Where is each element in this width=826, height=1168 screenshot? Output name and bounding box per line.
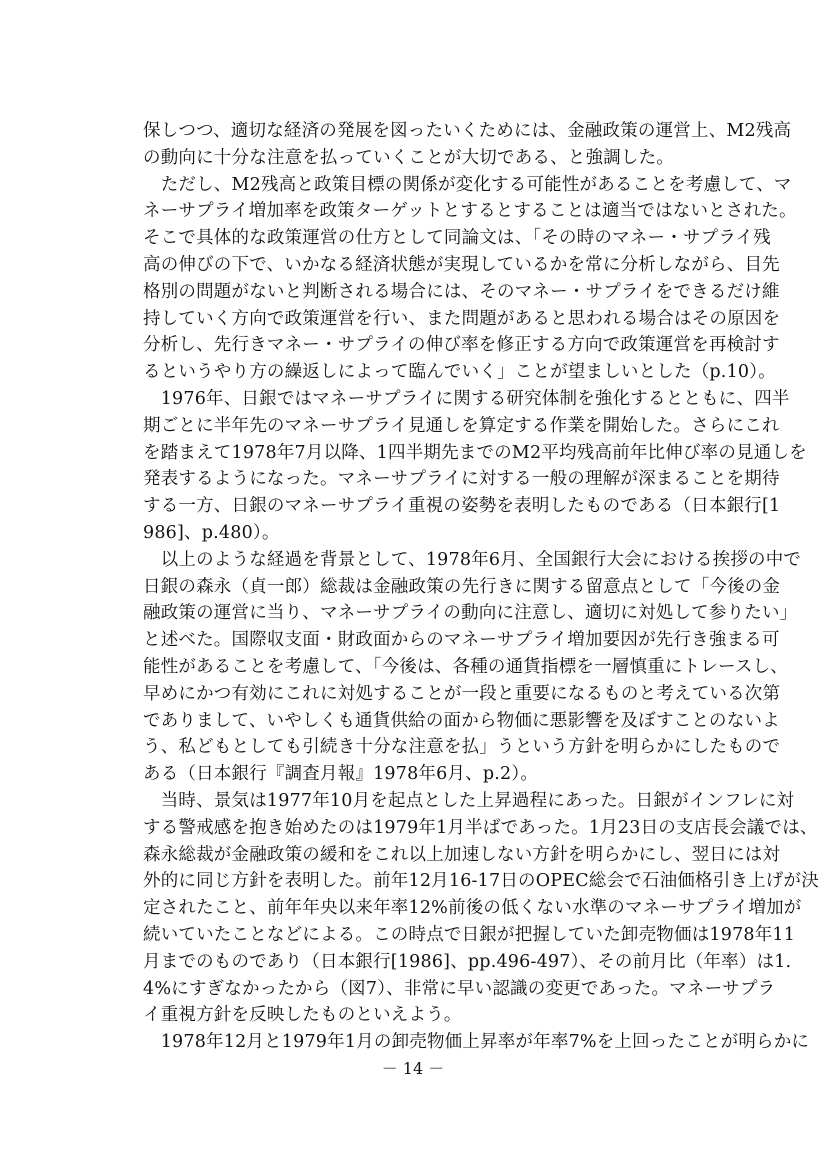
text-line: 能性があることを考慮して、「今後は、各種の通貨指標を一層慎重にトレースし、: [143, 657, 788, 677]
text-line: 早めにかつ有効にこれに対処することが一段と重要になるものと考えている次第: [143, 683, 781, 704]
text-line: と述べた。国際収支面・財政面からのマネーサプライ増加要因が先行き強まる可: [143, 630, 780, 651]
text-line: ある（日本銀行『調査月報』1978年6月、p.2）。: [143, 764, 539, 785]
text-line: 分析し、先行きマネー・サプライの伸び率を修正する方向で政策運営を再検討す: [143, 335, 780, 356]
text-line: 融政策の運営に当り、マネーサプライの動向に注意し、適切に対処して参りたい」: [143, 603, 798, 624]
text-line: する一方、日銀のマネーサプライ重視の姿勢を表明したものである（日本銀行[1: [143, 496, 781, 517]
text-line: 4%にすぎなかったから（図7）、非常に早い認識の変更であった。マネーサプラ: [143, 978, 776, 999]
text-line: 1976年、日銀ではマネーサプライに関する研究体制を強化するとともに、四半: [143, 389, 790, 409]
text-line: を踏まえて1978年7月以降、1四半期先までのM2平均残高前年比伸び率の見通しを: [143, 442, 807, 463]
text-line: 月までのものであり（日本銀行[1986]、pp.496-497）、その前月比（年率）は1.: [143, 951, 792, 972]
text-line: 986]、p.480）。: [143, 523, 280, 543]
text-line: 発表するようになった。マネーサプライに対する一般の理解が深まることを期待: [143, 469, 780, 490]
text-line: する警戒感を抱き始めたのは1979年1月半ばであった。1月23日の支店長会議では、: [143, 817, 818, 838]
text-line: 持していく方向で政策運営を行い、また問題があると思われる場合はその原因を: [143, 308, 781, 329]
text-line: 高の伸びの下で、いかなる経済状態が実現しているかを常に分析しながら、目先: [143, 255, 780, 275]
page-number: － 14 －: [381, 1059, 445, 1078]
text-line: 続いていたことなどによる。この時点で日銀が把握していた卸売物価は1978年11: [143, 925, 796, 945]
text-line: ただし、M2残高と政策目標の関係が変化する可能性があることを考慮して、マ: [143, 174, 792, 195]
text-line: るというやり方の繰返しによって臨んでいく」ことが望ましいとした（p.10）。: [143, 362, 776, 383]
text-line: 保しつつ、適切な経済の発展を図ったいくためには、金融政策の運営上、M2残高: [143, 121, 792, 141]
text-line: の動向に十分な注意を払っていくことが大切である、と強調した。: [143, 147, 674, 168]
text-line: 定されたこと、前年年央以来年率12%前後の低くない水準のマネーサプライ増加が: [143, 898, 802, 919]
text-line: そこで具体的な政策運営の仕方として同論文は、「その時のマネー・サプライ残: [143, 228, 771, 249]
text-line: 以上のような経過を背景として、1978年6月、全国銀行大会における挨拶の中で: [143, 549, 802, 570]
text-line: 当時、景気は1977年10月を起点とした上昇過程にあった。日銀がインフレに対: [143, 791, 795, 811]
text-line: ネーサプライ増加率を政策ターゲットとするとすることは適当ではないとされた。: [143, 201, 797, 222]
text-line: 日銀の森永（貞一郎）総裁は金融政策の先行きに関する留意点として「今後の金: [143, 576, 781, 597]
text-line: う、私どもとしても引続き十分な注意を払」うという方針を明らかにしたもので: [143, 737, 781, 758]
text-line: 格別の問題がないと判断される場合には、そのマネー・サプライをできるだけ維: [143, 281, 780, 302]
text-line: 森永総裁が金融政策の緩和をこれ以上加速しない方針を明らかにし、翌日には対: [143, 844, 781, 865]
text-line: 外的に同じ方針を表明した。前年12月16-17日のOPEC総会で石油価格引き上げが決: [143, 871, 819, 892]
text-line: イ重視方針を反映したものといえよう。: [143, 1005, 462, 1026]
text-line: でありまして、いやしくも通貨供給の面から物価に悪影響を及ぼすことのないよ: [143, 710, 780, 731]
text-line: 1978年12月と1979年1月の卸売物価上昇率が年率7%を上回ったことが明らかに: [143, 1032, 810, 1053]
text-line: 期ごとに半年先のマネーサプライ見通しを算定する作業を開始した。さらにこれ: [143, 415, 780, 436]
